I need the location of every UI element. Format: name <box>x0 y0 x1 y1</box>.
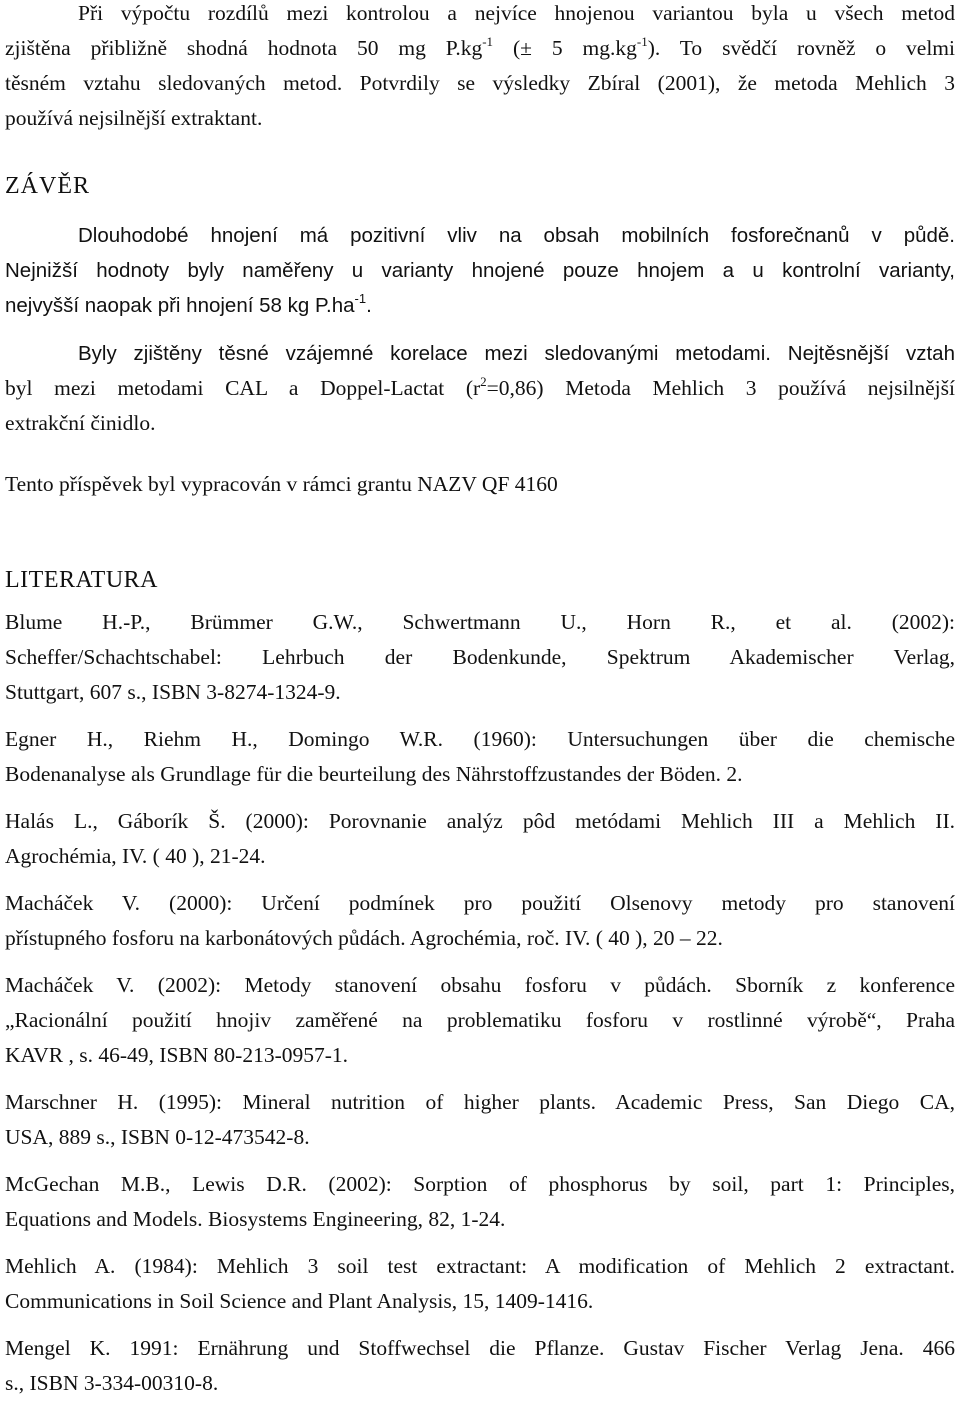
reference-item <box>5 1331 955 1401</box>
conclusion-p2-line-2-text: byl mezi metodami CAL a Doppel-Lactat (r <box>5 376 481 400</box>
reference-line: McGechan M.B., Lewis D.R. (2002): Sorption of phosphorus by soil, part 1: Principles, <box>5 1172 955 1196</box>
reference-line: Egner H., Riehm H., Domingo W.R. (1960): Untersuchungen über die chemische <box>5 727 955 751</box>
reference-line: Mehlich A. (1984): Mehlich 3 soil test extractant: A modification of Mehlich 2 extractant. <box>5 1254 955 1278</box>
conclusion-p2-line-2-text-b: =0,86) Metoda Mehlich 3 používá nejsilnější <box>486 376 955 400</box>
intro-line-2-text-c: ). To svědčí rovněž o velmi <box>647 36 956 60</box>
reference-line: KAVR , s. 46-49, ISBN 80-213-0957-1. <box>5 1043 349 1067</box>
reference-line: Macháček V. (2000): Určení podmínek pro použití Olsenovy metody pro stanovení <box>5 891 955 915</box>
reference-line: „Racionální použití hnojiv zaměřené na problematiku fosforu v rostlinné výrobě“, Praha <box>5 1008 955 1032</box>
reference-list <box>5 605 955 1413</box>
grant-note <box>5 467 955 502</box>
conclusion-p1-line-3 <box>5 288 955 323</box>
reference-line: Equations and Models. Biosystems Engineering, 82, 1-24. <box>5 1207 506 1231</box>
intro-paragraph <box>5 0 955 136</box>
reference-item <box>5 886 955 956</box>
reference-line: Stuttgart, 607 s., ISBN 3-8274-1324-9. <box>5 680 341 704</box>
reference-line: Macháček V. (2002): Metody stanovení obsahu fosforu v půdách. Sborník z konference <box>5 973 955 997</box>
conclusion-p1-line-2: Nejnižší hodnoty byly naměřeny u varianty hnojené pouze hnojem a u kontrolní varianty, <box>5 259 955 282</box>
conclusion-p1-line-3-text: nejvyšší naopak při hnojení 58 kg P.ha <box>5 294 355 317</box>
conclusion-section <box>5 173 955 200</box>
reference-line: Bodenanalyse als Grundlage für die beurteilung des Nährstoffzustandes der Böden. 2. <box>5 762 743 786</box>
reference-line: Blume H.-P., Brümmer G.W., Schwertmann U., Horn R., et al. (2002): <box>5 610 955 634</box>
reference-line: s., ISBN 3-334-00310-8. <box>5 1371 219 1395</box>
superscript: 2 <box>480 373 487 389</box>
superscript: -1 <box>636 33 648 49</box>
conclusion-p1-line-3-end: . <box>366 294 372 317</box>
superscript: -1 <box>354 290 367 306</box>
literature-heading: LITERATURA <box>5 567 158 593</box>
reference-line: USA, 889 s., ISBN 0-12-473542-8. <box>5 1125 310 1149</box>
reference-item <box>5 968 955 1073</box>
intro-line-4: používá nejsilnější extraktant. <box>5 106 263 130</box>
intro-line-3: těsném vztahu sledovaných metod. Potvrdily se výsledky Zbíral (2001), že metoda Mehlich 3 <box>5 71 955 95</box>
conclusion-p2-line-2 <box>5 371 955 406</box>
reference-line: Mengel K. 1991: Ernährung und Stoffwechsel die Pflanze. Gustav Fischer Verlag Jena. 466 <box>5 1336 955 1360</box>
superscript: -1 <box>482 33 494 49</box>
reference-item <box>5 722 955 792</box>
reference-line: Halás L., Gáborík Š. (2000): Porovnanie analýz pôd metódami Mehlich III a Mehlich II. <box>5 809 955 833</box>
reference-line: Communications in Soil Science and Plant Analysis, 15, 1409-1416. <box>5 1289 594 1313</box>
reference-item <box>5 1085 955 1155</box>
reference-item <box>5 1249 955 1319</box>
reference-line: Marschner H. (1995): Mineral nutrition of higher plants. Academic Press, San Diego CA, <box>5 1090 955 1114</box>
reference-line: přístupného fosforu na karbonátových půdách. Agrochémia, roč. IV. ( 40 ), 20 – 22. <box>5 926 723 950</box>
intro-line-2-text-b: (± 5 mg.kg <box>493 36 637 60</box>
intro-line-2 <box>5 31 955 66</box>
conclusion-paragraph-2 <box>5 336 955 441</box>
conclusion-p2-line-3: extrakční činidlo. <box>5 411 156 435</box>
reference-item <box>5 1167 955 1237</box>
intro-line-1: Při výpočtu rozdílů mezi kontrolou a nejvíce hnojenou variantou byla u všech metod <box>78 1 955 25</box>
literature-section <box>5 567 955 594</box>
conclusion-paragraph-1 <box>5 218 955 323</box>
conclusion-p1-line-1: Dlouhodobé hnojení má pozitivní vliv na obsah mobilních fosforečnanů v půdě. <box>78 224 955 247</box>
reference-item <box>5 605 955 710</box>
reference-line: Agrochémia, IV. ( 40 ), 21-24. <box>5 844 266 868</box>
intro-line-2-text: zjištěna přibližně shodná hodnota 50 mg P.kg <box>5 36 483 60</box>
reference-line: Scheffer/Schachtschabel: Lehrbuch der Bodenkunde, Spektrum Akademischer Verlag, <box>5 645 955 669</box>
conclusion-heading: ZÁVĚR <box>5 173 90 199</box>
reference-item <box>5 804 955 874</box>
conclusion-p2-line-1: Byly zjištěny těsné vzájemné korelace mezi sledovanými metodami. Nejtěsnější vztah <box>78 342 955 365</box>
grant-text: Tento příspěvek byl vypracován v rámci grantu NAZV QF 4160 <box>5 472 558 496</box>
